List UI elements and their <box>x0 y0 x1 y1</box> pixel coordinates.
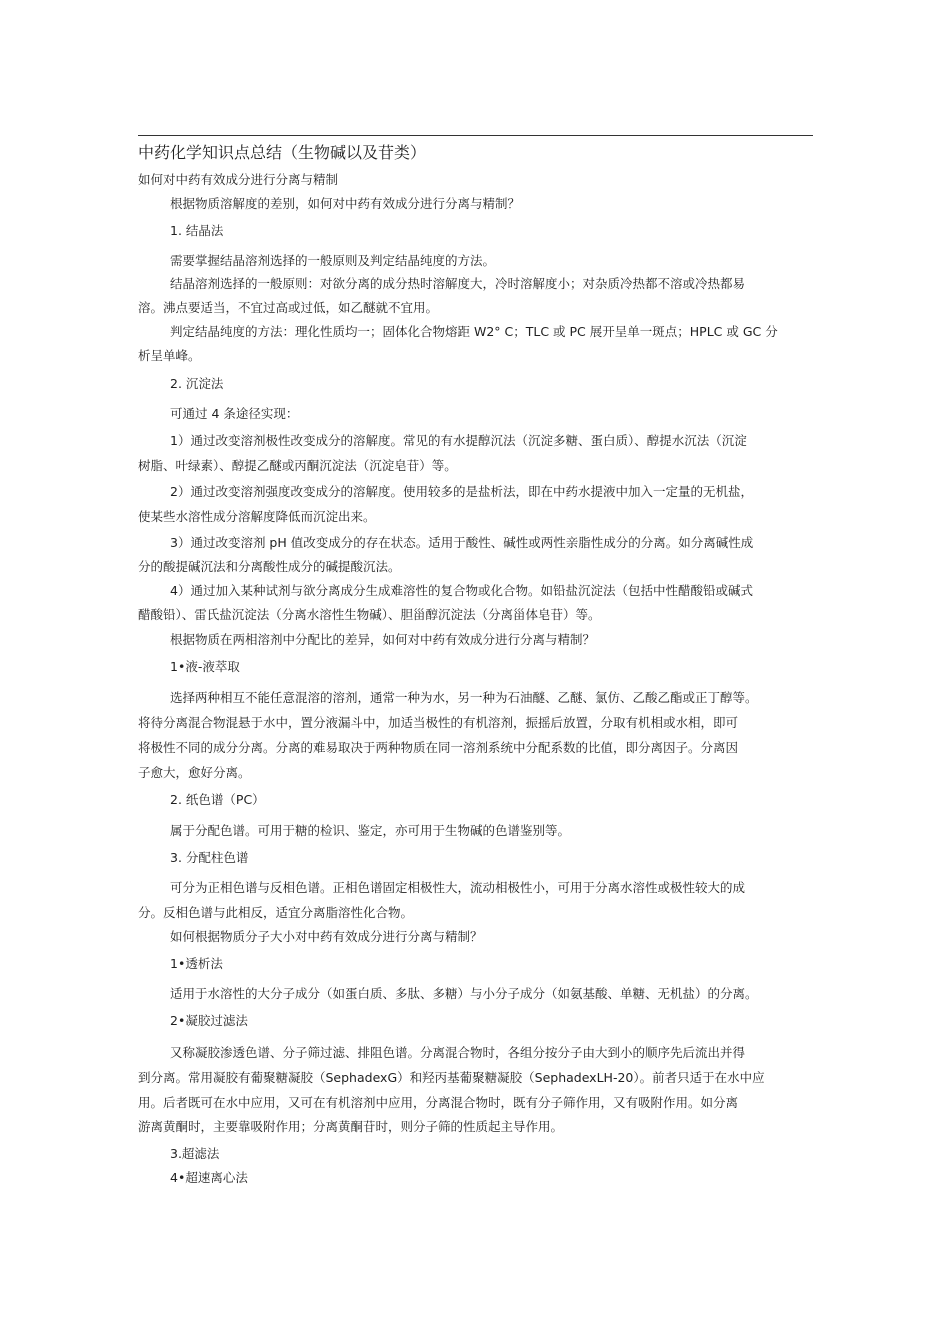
section-heading: 1•液-液萃取 <box>170 659 240 674</box>
paragraph-line: 3）通过改变溶剂 pH 值改变成分的存在状态。适用于酸性、碱性或两性亲脂性成分的分离。如分离碱性成 <box>170 535 754 550</box>
document-title: 中药化学知识点总结（生物碱以及苷类） <box>138 143 427 162</box>
paragraph-line: 结晶溶剂选择的一般原则：对欲分离的成分热时溶解度大，冷时溶解度小；对杂质冷热都不溶或冷热都易 <box>170 276 746 291</box>
paragraph-line: 析呈单峰。 <box>138 348 201 363</box>
paragraph-line: 1）通过改变溶剂极性改变成分的溶解度。常见的有水提醇沉法（沉淀多糖、蛋白质）、醇提水沉法（沉淀 <box>170 433 747 448</box>
paragraph-line: 溶。沸点要适当，不宜过高或过低，如乙醚就不宜用。 <box>138 300 439 315</box>
paragraph-line: 子愈大，愈好分离。 <box>138 765 251 780</box>
header-rule <box>138 135 813 136</box>
paragraph-line: 根据物质在两相溶剂中分配比的差异，如何对中药有效成分进行分离与精制？ <box>170 632 596 647</box>
paragraph-line: 如何根据物质分子大小对中药有效成分进行分离与精制？ <box>170 929 483 944</box>
document-subtitle: 如何对中药有效成分进行分离与精制 <box>138 172 339 187</box>
paragraph-line: 判定结晶纯度的方法：理化性质均一；固体化合物熔距 W2° C；TLC 或 PC 展开呈单一斑点；HPLC 或 GC 分 <box>170 324 778 339</box>
section-heading: 3. 分配柱色谱 <box>170 850 249 865</box>
section-heading: 2•凝胶过滤法 <box>170 1013 248 1028</box>
paragraph-line: 用。后者既可在水中应用，又可在有机溶剂中应用，分离混合物时，既有分子筛作用，又有吸附作用。如分离 <box>138 1095 739 1110</box>
paragraph-line: 分。反相色谱与此相反，适宜分离脂溶性化合物。 <box>138 905 414 920</box>
paragraph-line: 适用于水溶性的大分子成分（如蛋白质、多肽、多糖）与小分子成分（如氨基酸、单糖、无机盐）的分离。 <box>170 986 758 1001</box>
paragraph-line: 将极性不同的成分分离。分离的难易取决于两种物质在同一溶剂系统中分配系数的比值，即分离因子。分离因 <box>138 740 739 755</box>
paragraph-line: 选择两种相互不能任意混溶的溶剂，通常一种为水，另一种为石油醚、乙醚、氯仿、乙酸乙酯或正丁醇等。 <box>170 690 758 705</box>
paragraph-line: 树脂、叶绿素）、醇提乙醚或丙酮沉淀法（沉淀皂苷）等。 <box>138 458 457 473</box>
paragraph-line: 属于分配色谱。可用于糖的检识、鉴定，亦可用于生物碱的色谱鉴别等。 <box>170 823 571 838</box>
section-heading: 1. 结晶法 <box>170 223 224 238</box>
section-heading: 2. 沉淀法 <box>170 376 224 391</box>
paragraph-line: 又称凝胶渗透色谱、分子筛过滤、排阻色谱。分离混合物时，各组分按分子由大到小的顺序先后流出并得 <box>170 1045 746 1060</box>
paragraph-line: 将待分离混合物混悬于水中，置分液漏斗中，加适当极性的有机溶剂，振摇后放置，分取有机相或水相，即可 <box>138 715 739 730</box>
paragraph-line: 4）通过加入某种试剂与欲分离成分生成难溶性的复合物或化合物。如铅盐沉淀法（包括中性醋酸铅或碱式 <box>170 583 753 598</box>
paragraph-line: 醋酸铅）、雷氏盐沉淀法（分离水溶性生物碱）、胆甾醇沉淀法（分离甾体皂苷）等。 <box>138 607 601 622</box>
paragraph-line: 2）通过改变溶剂强度改变成分的溶解度。使用较多的是盐析法，即在中药水提液中加入一定量的无机盐， <box>170 484 753 499</box>
section-heading: 2. 纸色谱（PC） <box>170 792 265 807</box>
paragraph-line: 游离黄酮时，主要靠吸附作用；分离黄酮苷时，则分子筛的性质起主导作用。 <box>138 1119 564 1134</box>
paragraph-line: 使某些水溶性成分溶解度降低而沉淀出来。 <box>138 509 376 524</box>
section-heading: 4•超速离心法 <box>170 1170 248 1185</box>
section-heading: 3.超滤法 <box>170 1146 220 1161</box>
paragraph-line: 可分为正相色谱与反相色谱。正相色谱固定相极性大，流动相极性小，可用于分离水溶性或极性较大的成 <box>170 880 746 895</box>
paragraph-line: 根据物质溶解度的差别，如何对中药有效成分进行分离与精制？ <box>170 196 521 211</box>
section-heading: 1•透析法 <box>170 956 223 971</box>
paragraph-line: 需要掌握结晶溶剂选择的一般原则及判定结晶纯度的方法。 <box>170 253 496 268</box>
paragraph-line: 到分离。常用凝胶有葡聚糖凝胶（SephadexG）和羟丙基葡聚糖凝胶（SephadexLH-20）。前者只适于在水中应 <box>138 1070 765 1085</box>
paragraph-line: 分的酸提碱沉法和分离酸性成分的碱提酸沉法。 <box>138 559 401 574</box>
paragraph-line: 可通过 4 条途径实现： <box>170 406 299 421</box>
